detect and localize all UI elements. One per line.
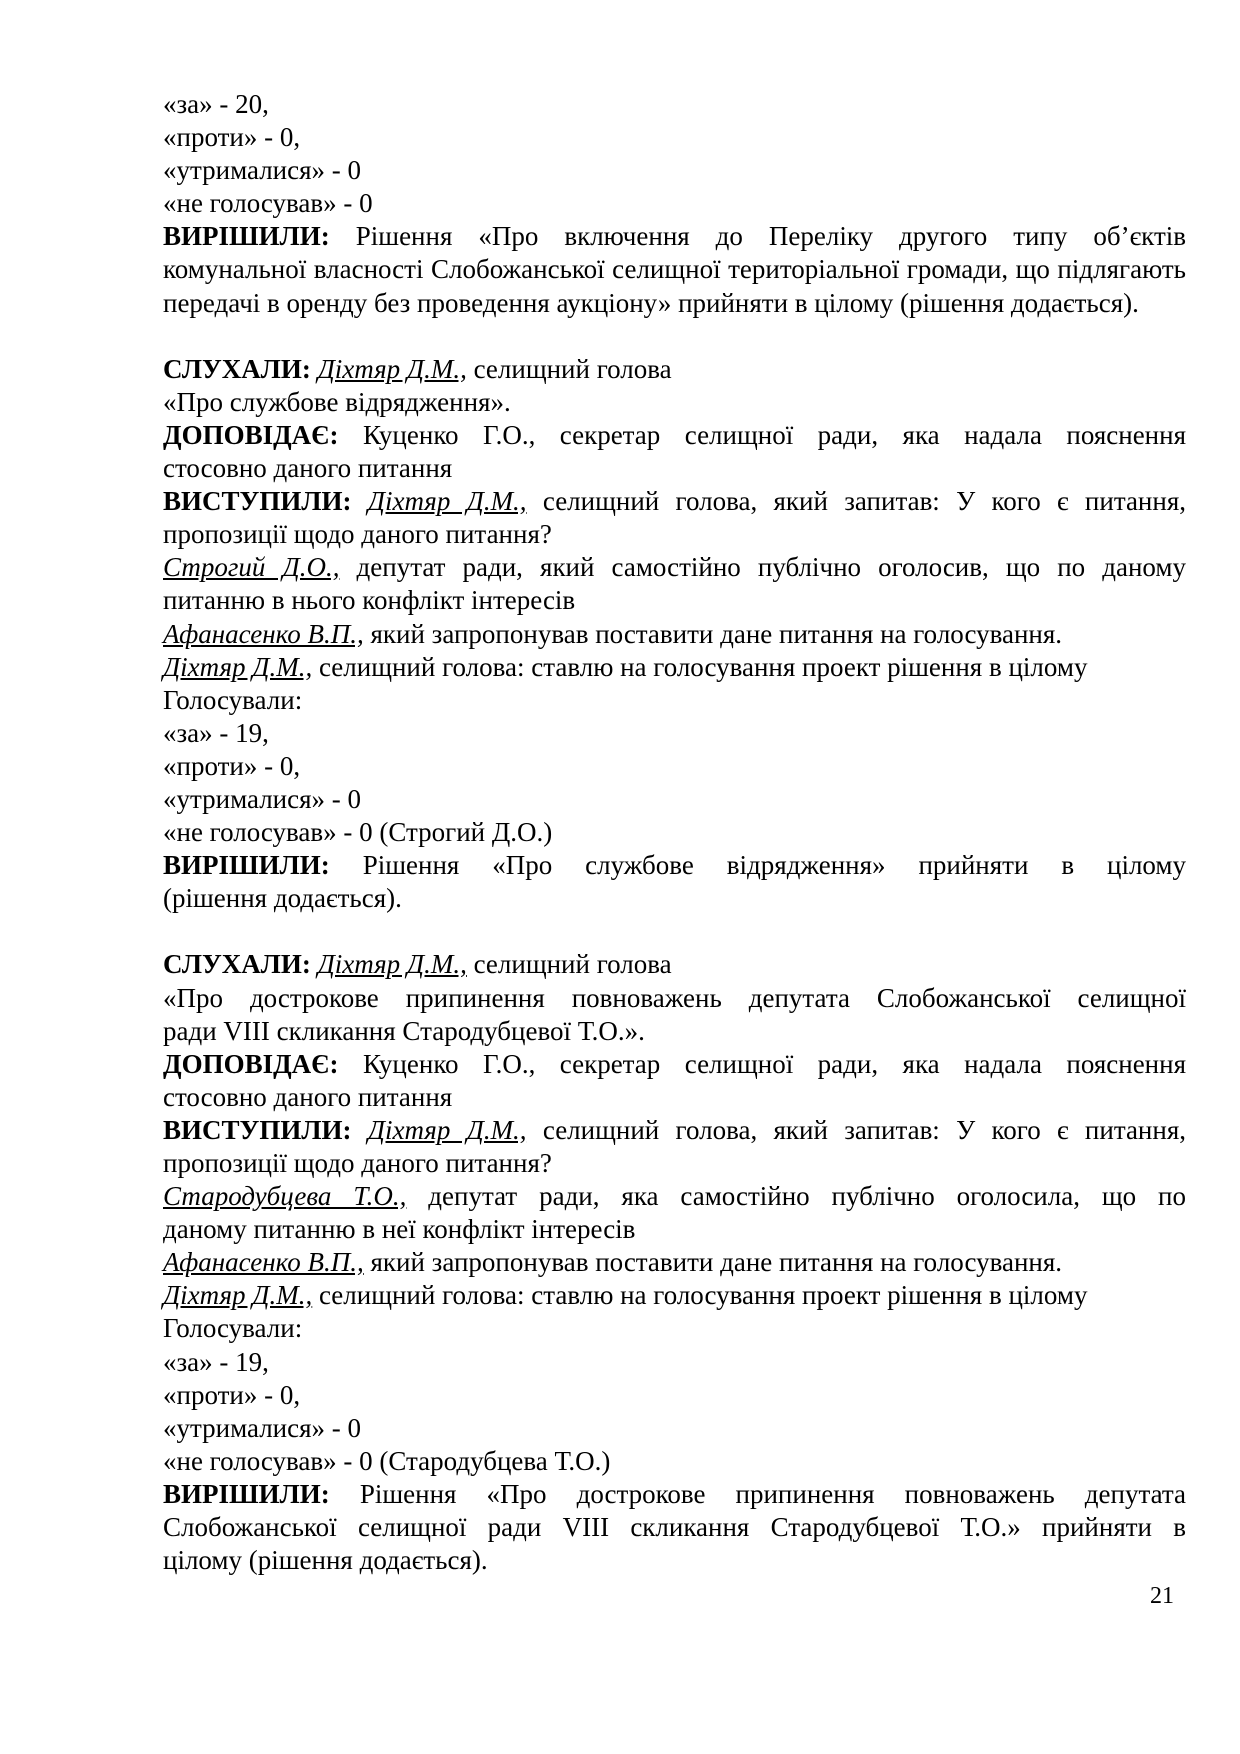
decision-line — [163, 849, 1186, 882]
person-name: Афанасенко В.П., — [163, 618, 364, 649]
decision-line: (рішення додається). — [163, 883, 402, 914]
person-name: Строгий Д.О., — [163, 552, 340, 583]
reports-line — [163, 419, 1186, 452]
vote-abstained: «утрималися» - 0 — [163, 783, 362, 814]
chair-text: селищний голова: ставлю на голосування проект рішення в цілому — [312, 651, 1088, 682]
person-name: Афанасенко В.П., — [163, 1247, 364, 1278]
deputy-line — [163, 551, 1186, 584]
vote-for: «за» - 19, — [163, 717, 269, 748]
spoke-label: ВИСТУПИЛИ: — [163, 486, 352, 517]
person-name: Діхтяр Д.М., — [317, 353, 467, 384]
chair-line — [163, 651, 1186, 684]
decided-label: ВИРІШИЛИ: — [163, 221, 330, 252]
spoke-label: ВИСТУПИЛИ: — [163, 1114, 352, 1145]
chair-line — [163, 1279, 1186, 1312]
reports-line: стосовно даного питання — [163, 453, 453, 484]
reports-label: ДОПОВІДАЄ: — [163, 419, 339, 450]
page-number: 21 — [1150, 1583, 1174, 1609]
heard-label: СЛУХАЛИ: — [163, 353, 311, 384]
spoke-text: селищний голова, який запитав: У кого є питання, — [526, 486, 1187, 517]
voted-label: Голосували: — [163, 684, 303, 715]
decision-text: Рішення «Про включення до Переліку другого типу об’єктів — [355, 221, 1186, 252]
reports-label: ДОПОВІДАЄ: — [163, 1048, 339, 1079]
heard-line — [163, 948, 1186, 981]
vote-for: «за» - 20, — [163, 89, 269, 119]
person-name: Діхтяр Д.М., — [163, 1280, 313, 1311]
proposal-line — [163, 1246, 1186, 1279]
person-name: Діхтяр Д.М., — [367, 1114, 527, 1145]
topic-line: «Про дострокове припинення повноважень депутата Слобожанської селищної — [163, 982, 1186, 1013]
reports-text: Куценко Г.О., секретар селищної ради, яка надала пояснення — [362, 1048, 1187, 1079]
topic-line: ради VIII скликання Стародубцевої Т.О.». — [163, 1015, 645, 1046]
chair-text: селищний голова: ставлю на голосування проект рішення в цілому — [312, 1280, 1088, 1311]
heard-role: селищний голова — [466, 353, 672, 384]
vote-against: «проти» - 0, — [163, 122, 301, 153]
deputy-line — [163, 1180, 1186, 1213]
spoke-line — [163, 485, 1186, 518]
vote-not-voted: «не голосував» - 0 (Стародубцева Т.О.) — [163, 1445, 611, 1476]
proposal-text: який запропонував поставити дане питання на голосування. — [363, 618, 1063, 649]
decision-line — [163, 1478, 1186, 1511]
vote-not-voted: «не голосував» - 0 — [163, 188, 373, 219]
person-name: Стародубцева Т.О., — [163, 1181, 407, 1212]
spacer — [163, 320, 1186, 353]
person-name: Діхтяр Д.М., — [367, 486, 527, 517]
person-name: Діхтяр Д.М., — [317, 949, 467, 980]
deputy-text: депутат ради, який самостійно публічно оголосив, що по даному — [339, 552, 1186, 583]
reports-text: Куценко Г.О., секретар селищної ради, яка надала пояснення — [362, 419, 1187, 450]
deputy-line: даному питанню в неї конфлікт інтересів — [163, 1214, 636, 1245]
decision-text: Рішення «Про службове відрядження» прийняти в цілому — [362, 850, 1186, 881]
spoke-line: пропозиції щодо даного питання? — [163, 1148, 552, 1178]
heard-role: селищний голова — [466, 949, 672, 980]
spacer — [163, 915, 1186, 948]
deputy-text: депутат ради, яка самостійно публічно оголосила, що по — [406, 1181, 1187, 1212]
person-name: Діхтяр Д.М., — [163, 651, 313, 682]
spoke-line: пропозиції щодо даного питання? — [163, 519, 552, 550]
decision-line: Слобожанської селищної ради VIII скликання Стародубцевої Т.О.» прийняти в — [163, 1512, 1186, 1543]
vote-against: «проти» - 0, — [163, 1379, 301, 1410]
proposal-text: який запропонував поставити дане питання на голосування. — [363, 1247, 1063, 1278]
decision-text: Рішення «Про дострокове припинення повноважень депутата — [359, 1478, 1187, 1509]
reports-line — [163, 1048, 1186, 1081]
voted-label: Голосували: — [163, 1313, 303, 1344]
vote-against: «проти» - 0, — [163, 750, 301, 781]
proposal-line — [163, 618, 1186, 651]
reports-line: стосовно даного питання — [163, 1081, 453, 1112]
spoke-text: селищний голова, який запитав: У кого є питання, — [526, 1114, 1187, 1145]
topic-line: «Про службове відрядження». — [163, 386, 511, 417]
decision-line: цілому (рішення додається). — [163, 1545, 488, 1576]
vote-not-voted: «не голосував» - 0 (Строгий Д.О.) — [163, 817, 553, 848]
decided-label: ВИРІШИЛИ: — [163, 850, 330, 881]
decision-line: комунальної власності Слобожанської селищної територіальної громади, що підлягають — [163, 254, 1186, 285]
heard-label: СЛУХАЛИ: — [163, 949, 311, 980]
heard-line — [163, 353, 1186, 386]
deputy-line: питанню в нього конфлікт інтересів — [163, 585, 576, 616]
vote-abstained: «утрималися» - 0 — [163, 1412, 362, 1443]
decided-label: ВИРІШИЛИ: — [163, 1478, 330, 1509]
decision-line: передачі в оренду без проведення аукціону» прийняти в цілому (рішення додається). — [163, 287, 1139, 318]
document-page — [163, 88, 1186, 1577]
vote-abstained: «утрималися» - 0 — [163, 155, 362, 186]
vote-for: «за» - 19, — [163, 1346, 269, 1377]
decision-line — [163, 220, 1186, 253]
spoke-line — [163, 1114, 1186, 1147]
